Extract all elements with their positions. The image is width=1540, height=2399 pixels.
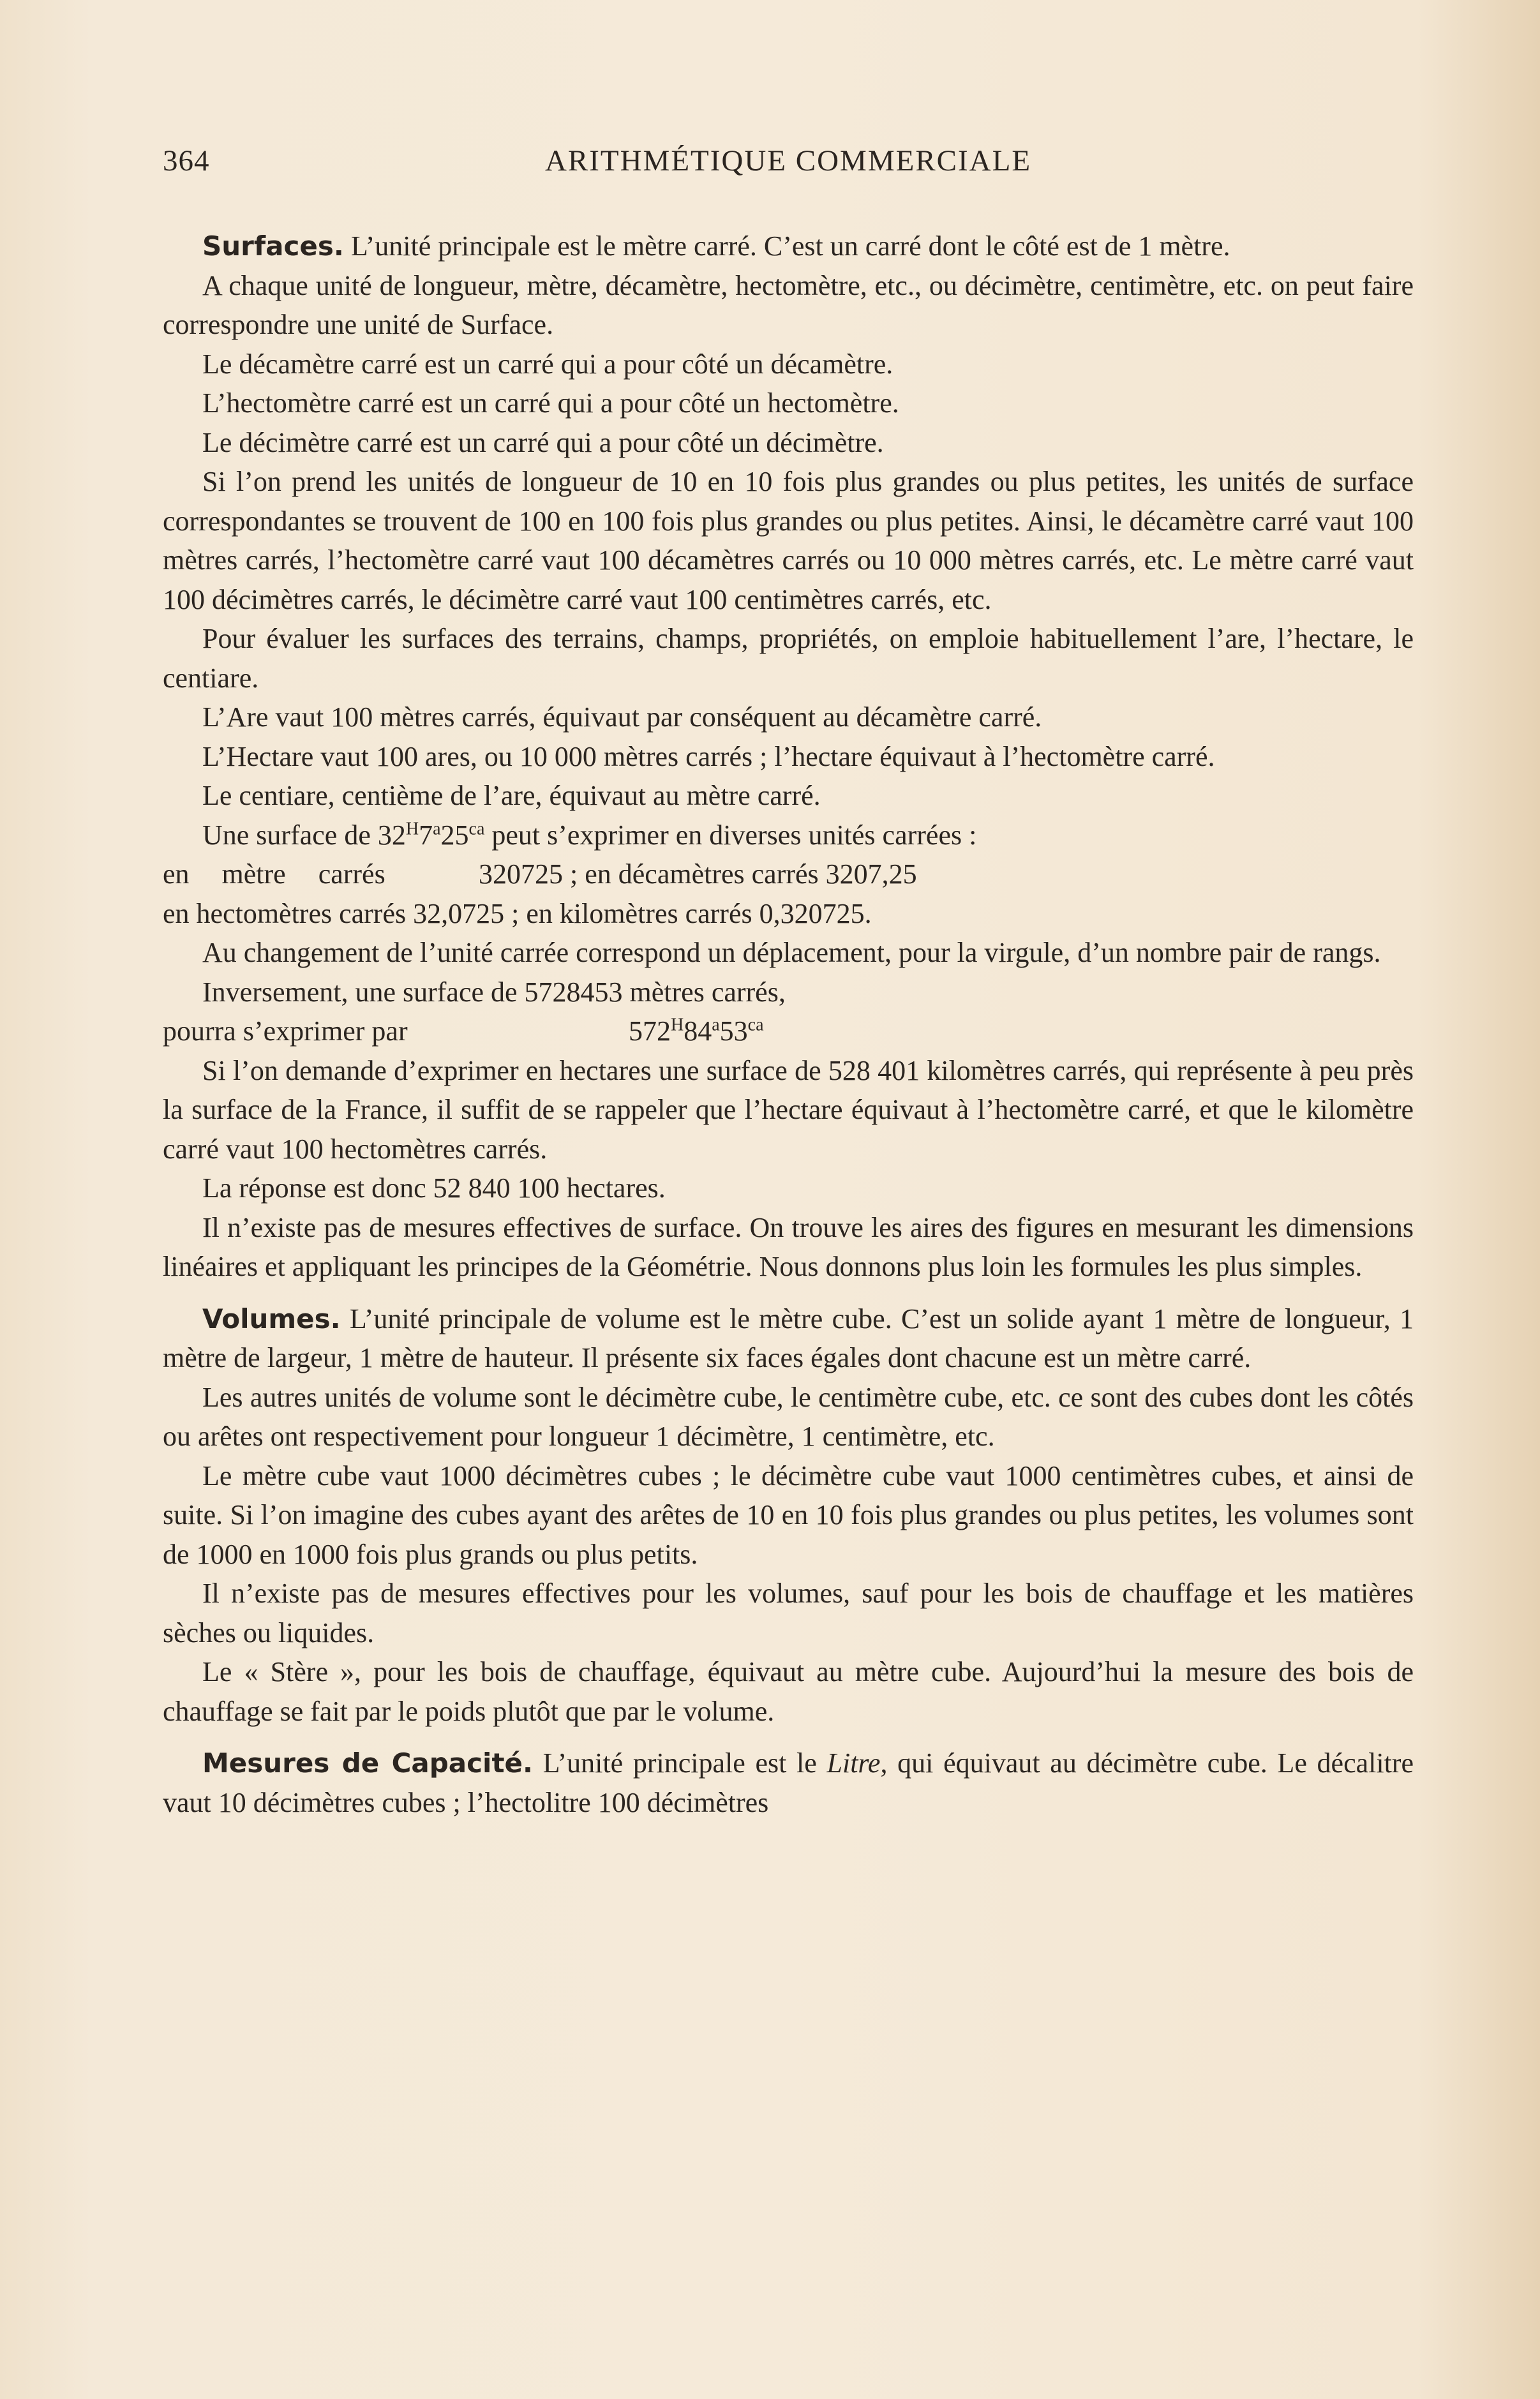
paragraph: Inversement, une surface de 5728453 mètres carrés, [202, 976, 786, 1008]
paragraph: A chaque unité de longueur, mètre, décamètre, hectomètre, etc., ou décimètre, centimètre, etc. on peut faire correspondre une unité de Surface. [163, 269, 1414, 340]
paragraph: L’Hectare vaut 100 ares, ou 10 000 mètres carrés ; l’hectare équivaut à l’hectomètre carré. [202, 740, 1215, 772]
paragraph: La réponse est donc 52 840 100 hectares. [202, 1172, 666, 1204]
example-line: en hectomètres carrés 32,0725 ; en kilomètres carrés 0,320725. [163, 897, 872, 929]
paragraph: Le mètre cube vaut 1000 décimètres cubes ; le décimètre cube vaut 1000 centimètres cubes, et ainsi de suite. Si l’on imagine des cubes ayant des arêtes de 10 en 10 fois plus grandes ou plus petites, les volumes sont de 1000 en 1000 fois plus grands ou plus petits. [163, 1460, 1414, 1570]
example-line: Une surface de $32^H7^a25^{ca}$ peut s’exprimer en diverses unités carrées : [202, 818, 977, 851]
section-heading-capacite: Mesures de Capacité. [202, 1747, 533, 1779]
paragraph: L’Are vaut 100 mètres carrés, équivaut par conséquent au décamètre carré. [202, 701, 1042, 733]
page-header [163, 144, 1414, 188]
paragraph: Pour évaluer les surfaces des terrains, champs, propriétés, on emploie habituellement l’are, l’hectare, le centiare. [163, 623, 1414, 694]
example-line: pourra s’exprimer par $572^H84^a53^{ca}$ [163, 1015, 764, 1047]
paragraph: Le décimètre carré est un carré qui a pour côté un décimètre. [202, 426, 884, 458]
capacite-paragraph: Mesures de Capacité. L’unité principale est le Litre, qui équivaut au décimètre cube. Le décalitre vaut 10 décimètres cubes ; l’hectolitre 100 décimètres [163, 1747, 1414, 1818]
paragraph: L’hectomètre carré est un carré qui a pour côté un hectomètre. [202, 387, 899, 419]
page-number: 364 [163, 144, 210, 177]
example-line: en mètre carrés 320725 ; en décamètres carrés 3207,25 [163, 858, 917, 890]
paragraph: Le « Stère », pour les bois de chauffage, équivaut au mètre cube. Aujourd’hui la mesure des bois de chauffage se fait par le poids plutôt que par le volume. [163, 1656, 1414, 1727]
page-body [163, 227, 1414, 1822]
paragraph: Si l’on demande d’exprimer en hectares une surface de 528 401 kilomètres carrés, qui représente à peu près la surface de la France, il suffit de se rappeler que l’hectare équivaut à l’hectomètre carré, et que le kilomètre carré vaut 100 hectomètres carrés. [163, 1054, 1414, 1165]
paragraph: Au changement de l’unité carrée correspond un déplacement, pour la virgule, d’un nombre pair de rangs. [202, 937, 1381, 968]
paragraph: Le centiare, centième de l’are, équivaut au mètre carré. [202, 780, 821, 811]
paragraph: Il n’existe pas de mesures effectives pour les volumes, sauf pour les bois de chauffage et les matières sèches ou liquides. [163, 1578, 1414, 1648]
surfaces-paragraph: Surfaces. L’unité principale est le mètre carré. C’est un carré dont le côté est de 1 mètre. [202, 230, 1230, 262]
section-heading-volumes: Volumes. [202, 1303, 341, 1334]
section-heading-surfaces: Surfaces. [202, 230, 344, 262]
paragraph: Le décamètre carré est un carré qui a pour côté un décamètre. [202, 348, 893, 380]
volumes-paragraph: Volumes. L’unité principale de volume est le mètre cube. C’est un solide ayant 1 mètre de longueur, 1 mètre de largeur, 1 mètre de hauteur. Il présente six faces égales dont chacune est un mètre carré. [163, 1303, 1414, 1373]
paragraph: Les autres unités de volume sont le décimètre cube, le centimètre cube, etc. ce sont des cubes dont les côtés ou arêtes ont respectivement pour longueur 1 décimètre, 1 centimètre, etc. [163, 1381, 1414, 1452]
paragraph: Si l’on prend les unités de longueur de 10 en 10 fois plus grandes ou plus petites, les unités de surface correspondantes se trouvent de 100 en 100 fois plus grandes ou plus petites. Ainsi, le décamètre carré vaut 100 mètres carrés, l’hectomètre carré vaut 100 décamètres carrés ou 10 000 mètres carrés, etc. Le mètre carré vaut 100 décimètres carrés, le décimètre carré vaut 100 centimètres carrés, etc. [163, 466, 1414, 615]
paragraph: Il n’existe pas de mesures effectives de surface. On trouve les aires des figures en mesurant les dimensions linéaires et appliquant les principes de la Géométrie. Nous donnons plus loin les formules les plus simples. [163, 1211, 1414, 1282]
running-title: ARITHMÉTIQUE COMMERCIALE [544, 144, 1032, 177]
